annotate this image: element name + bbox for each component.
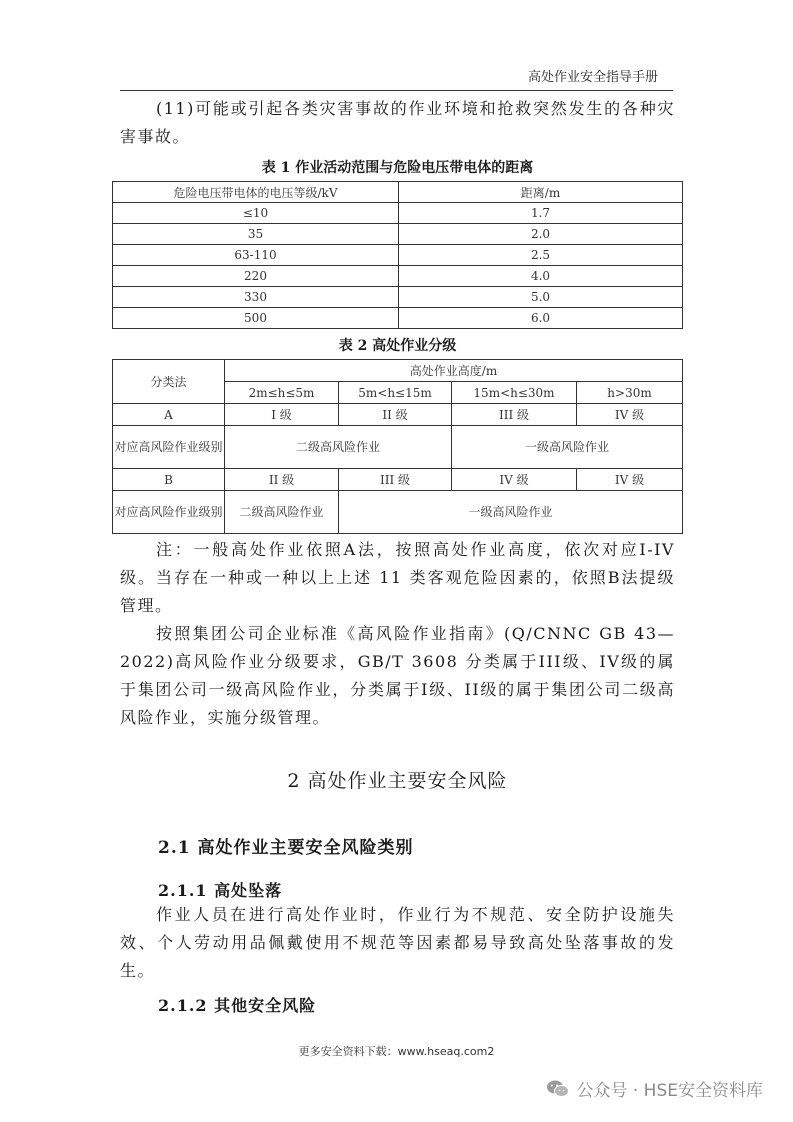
- hazard-item-11: (11)可能或引起各类灾害事故的作业环境和抢救突然发生的各种灾害事故。: [120, 99, 675, 146]
- grade-cell: II 级: [339, 404, 452, 426]
- risk-level-label-cell: 对应高风险作业级别: [113, 491, 225, 534]
- distance-cell: 6.0: [399, 308, 683, 329]
- first-level-risk-cell: 一级高风险作业: [339, 491, 683, 534]
- voltage-cell: 500: [113, 308, 399, 329]
- grade-cell: IV 级: [452, 469, 577, 491]
- voltage-cell: 63-110: [113, 245, 399, 266]
- risk-level-label-cell: 对应高风险作业级别: [113, 426, 225, 469]
- table-row: [113, 308, 683, 329]
- height-range-cell: 2m≤h≤5m: [225, 382, 339, 404]
- header-divider: [120, 90, 673, 91]
- table-header-row: [113, 182, 683, 203]
- second-level-risk-cell: 二级高风险作业: [225, 491, 339, 534]
- table-header-row: [113, 360, 683, 382]
- method-b-row: [113, 469, 683, 491]
- method-label-cell: A: [113, 404, 225, 426]
- height-range-cell: 5m<h≤15m: [339, 382, 452, 404]
- grade-cell: III 级: [452, 404, 577, 426]
- page-content: [114, 95, 675, 1016]
- fall-risk-paragraph: 作业人员在进行高处作业时，作业行为不规范、安全防护设施失效、个人劳动用品佩戴使用不规范等因素都易导致高处坠落事故的发生。: [120, 905, 675, 980]
- table-row: [113, 266, 683, 287]
- section-2-1-2-heading: 2.1.2 其他安全风险: [158, 996, 317, 1015]
- section-2-1-heading: 2.1 高处作业主要安全风险类别: [158, 838, 414, 858]
- second-level-risk-cell: 二级高风险作业: [225, 426, 452, 469]
- height-range-cell: h>30m: [577, 382, 683, 404]
- method-column-header: 分类法: [113, 360, 225, 404]
- section-2-1-1-heading: 2.1.1 高处坠落: [158, 881, 283, 900]
- voltage-cell: 35: [113, 224, 399, 245]
- method-a-risk-row: [113, 426, 683, 469]
- method-label-cell: B: [113, 469, 225, 491]
- table-row: [113, 224, 683, 245]
- running-header-title: 高处作业安全指导手册: [527, 70, 658, 85]
- wechat-icon: [546, 1079, 570, 1099]
- table-note: 注：一般高处作业依照A法，按照高处作业高度，依次对应I-IV级。当存在一种或一种以上上述 11 类客观危险因素的，依照B法提级管理。: [120, 540, 675, 615]
- table-row: [113, 245, 683, 266]
- grade-cell: II 级: [225, 469, 339, 491]
- page-footer: 更多安全资料下载：www.hseaq.com2: [298, 1045, 495, 1058]
- standard-paragraph: 按照集团公司企业标准《高风险作业指南》(Q/CNNC GB 43—2022)高风险作业分级要求，GB/T 3608 分类属于III级、IV级的属于集团公司一级高风险作业，分类属于I级、II级的属于集团公司二级高风险作业，实施分级管理。: [120, 624, 675, 727]
- watermark: [546, 1076, 763, 1101]
- voltage-cell: 330: [113, 287, 399, 308]
- distance-column-header: 距离/m: [399, 182, 683, 203]
- voltage-distance-table: [112, 181, 683, 329]
- watermark-text: 公众号 · HSE安全资料库: [576, 1081, 763, 1101]
- table-row: [113, 287, 683, 308]
- height-range-cell: 15m<h≤30m: [452, 382, 577, 404]
- height-column-header: 高处作业高度/m: [225, 360, 683, 382]
- voltage-cell: ≤10: [113, 203, 399, 224]
- distance-cell: 4.0: [399, 266, 683, 287]
- voltage-column-header: 危险电压带电体的电压等级/kV: [113, 182, 399, 203]
- method-a-row: [113, 404, 683, 426]
- table-row: [113, 203, 683, 224]
- distance-cell: 1.7: [399, 203, 683, 224]
- height-grading-table: [112, 359, 683, 534]
- grade-cell: IV 级: [577, 404, 683, 426]
- distance-cell: 2.0: [399, 224, 683, 245]
- grade-cell: I 级: [225, 404, 339, 426]
- section-2-heading: 2 高处作业主要安全风险: [287, 770, 508, 792]
- distance-cell: 2.5: [399, 245, 683, 266]
- grade-cell: III 级: [339, 469, 452, 491]
- distance-cell: 5.0: [399, 287, 683, 308]
- method-b-risk-row: [113, 491, 683, 534]
- first-level-risk-cell: 一级高风险作业: [452, 426, 683, 469]
- table2-caption: 表 2 高处作业分级: [338, 338, 457, 354]
- voltage-cell: 220: [113, 266, 399, 287]
- grade-cell: IV 级: [577, 469, 683, 491]
- table1-caption: 表 1 作业活动范围与危险电压带电体的距离: [261, 160, 534, 176]
